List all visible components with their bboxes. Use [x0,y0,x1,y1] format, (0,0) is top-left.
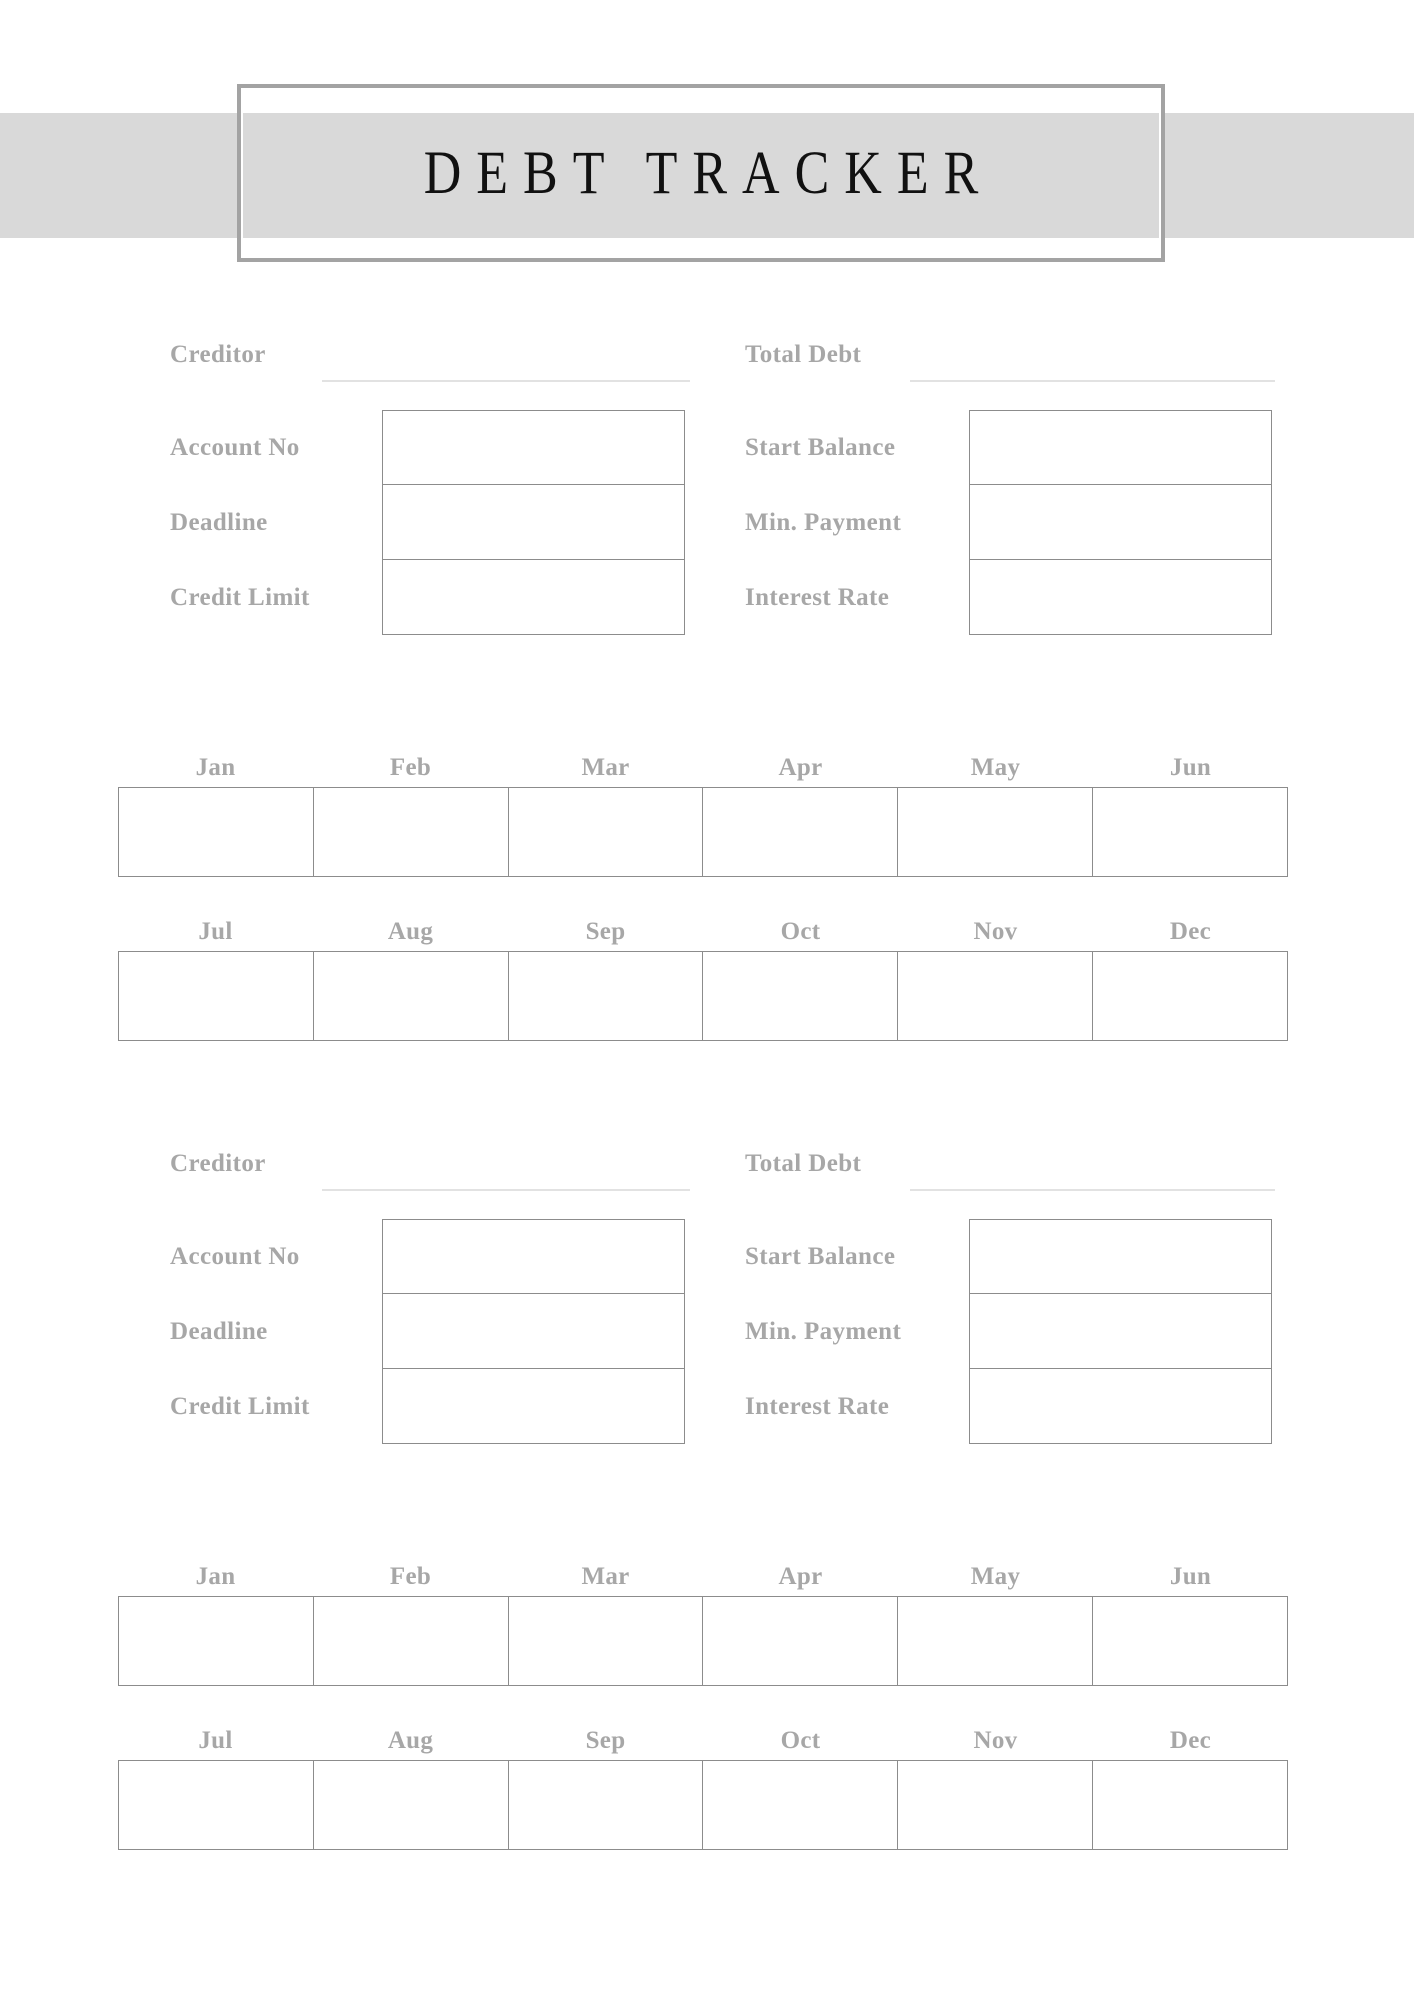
month-label-jun: Jun [1169,1563,1212,1590]
start-balance-input-2[interactable] [969,1219,1272,1294]
creditor-total-row-1 [0,340,1414,386]
month-cell-dec-2[interactable] [1093,1761,1287,1849]
min-payment-input-1[interactable] [969,485,1272,560]
month-grid-1 [118,753,1288,1041]
month-label-jun: Jun [1169,754,1212,781]
start-balance-label: Start Balance [745,1242,896,1270]
start-balance-label: Start Balance [745,433,896,461]
month-cell-nov-2[interactable] [898,1761,1093,1849]
interest-rate-label: Interest Rate [745,583,890,611]
month-label-feb: Feb [389,754,432,781]
month-cells-second-half-1 [118,951,1288,1041]
month-label-apr: Apr [778,754,823,781]
month-cells-first-half-2 [118,1596,1288,1686]
account-no-row-2 [170,1219,685,1294]
credit-limit-input-2[interactable] [382,1369,685,1444]
credit-limit-label: Credit Limit [170,1392,310,1420]
creditor-total-row-2 [0,1149,1414,1195]
month-label-dec: Dec [1169,918,1212,945]
month-label-feb: Feb [389,1563,432,1590]
month-grid-spacer [118,877,1288,917]
deadline-row-1 [170,485,685,560]
month-label-aug: Aug [387,1727,434,1754]
month-label-aug: Aug [387,918,434,945]
month-cell-sep-1[interactable] [509,952,704,1040]
month-label-jan: Jan [195,1563,236,1590]
min-payment-label: Min. Payment [745,508,902,536]
interest-rate-label: Interest Rate [745,1392,890,1420]
creditor-label: Creditor [170,341,266,368]
month-cell-apr-2[interactable] [703,1597,898,1685]
month-label-mar: Mar [581,1563,630,1590]
month-cell-dec-1[interactable] [1093,952,1287,1040]
min-payment-row-2 [745,1294,1272,1369]
month-cell-mar-2[interactable] [509,1597,704,1685]
account-no-row-1 [170,410,685,485]
min-payment-input-2[interactable] [969,1294,1272,1369]
month-label-dec: Dec [1169,1727,1212,1754]
total-debt-field-1[interactable] [745,340,1275,386]
deadline-label: Deadline [170,508,268,536]
month-label-sep: Sep [585,1727,626,1754]
account-no-label: Account No [170,1242,300,1270]
month-cell-may-1[interactable] [898,788,1093,876]
creditor-field-2[interactable] [170,1149,690,1195]
start-balance-row-2 [745,1219,1272,1294]
total-debt-field-2[interactable] [745,1149,1275,1195]
page-title: DEBT TRACKER [423,139,994,207]
month-label-oct: Oct [780,918,821,945]
month-cells-first-half-1 [118,787,1288,877]
month-cell-feb-2[interactable] [314,1597,509,1685]
month-cell-may-2[interactable] [898,1597,1093,1685]
deadline-input-2[interactable] [382,1294,685,1369]
month-labels-second-half-2 [118,1726,1288,1760]
month-cell-jan-1[interactable] [119,788,314,876]
interest-rate-input-2[interactable] [969,1369,1272,1444]
month-label-jan: Jan [195,754,236,781]
title-frame [237,84,1165,262]
interest-rate-row-2 [745,1369,1272,1444]
left-detail-boxes-2 [170,1219,685,1444]
deadline-label: Deadline [170,1317,268,1345]
creditor-field-1[interactable] [170,340,690,386]
month-cell-jul-1[interactable] [119,952,314,1040]
month-cell-oct-2[interactable] [703,1761,898,1849]
min-payment-row-1 [745,485,1272,560]
month-label-may: May [970,1563,1021,1590]
left-detail-boxes-1 [170,410,685,635]
month-grid-spacer [118,1686,1288,1726]
month-label-oct: Oct [780,1727,821,1754]
credit-limit-input-1[interactable] [382,560,685,635]
total-debt-label: Total Debt [745,1150,862,1177]
month-cells-second-half-2 [118,1760,1288,1850]
month-label-nov: Nov [973,918,1018,945]
account-no-input-1[interactable] [382,410,685,485]
month-cell-aug-1[interactable] [314,952,509,1040]
creditor-label: Creditor [170,1150,266,1177]
total-debt-input-rule[interactable] [910,1189,1275,1191]
month-labels-first-half-2 [118,1562,1288,1596]
deadline-input-1[interactable] [382,485,685,560]
deadline-row-2 [170,1294,685,1369]
creditor-input-rule[interactable] [322,380,690,382]
month-label-nov: Nov [973,1727,1018,1754]
month-cell-oct-1[interactable] [703,952,898,1040]
total-debt-label: Total Debt [745,341,862,368]
right-detail-boxes-2 [745,1219,1272,1444]
total-debt-input-rule[interactable] [910,380,1275,382]
month-label-may: May [970,754,1021,781]
month-label-jul: Jul [198,918,233,945]
month-cell-jan-2[interactable] [119,1597,314,1685]
month-labels-second-half-1 [118,917,1288,951]
credit-limit-row-1 [170,560,685,635]
month-label-mar: Mar [581,754,630,781]
start-balance-input-1[interactable] [969,410,1272,485]
account-no-input-2[interactable] [382,1219,685,1294]
month-cell-mar-1[interactable] [509,788,704,876]
month-grid-2 [118,1562,1288,1850]
account-no-label: Account No [170,433,300,461]
right-detail-boxes-1 [745,410,1272,635]
month-cell-nov-1[interactable] [898,952,1093,1040]
creditor-input-rule[interactable] [322,1189,690,1191]
month-cell-aug-2[interactable] [314,1761,509,1849]
month-cell-jul-2[interactable] [119,1761,314,1849]
page-header [0,0,1414,262]
month-cell-feb-1[interactable] [314,788,509,876]
month-label-sep: Sep [585,918,626,945]
month-cell-sep-2[interactable] [509,1761,704,1849]
min-payment-label: Min. Payment [745,1317,902,1345]
month-labels-first-half-1 [118,753,1288,787]
start-balance-row-1 [745,410,1272,485]
month-label-jul: Jul [198,1727,233,1754]
interest-rate-input-1[interactable] [969,560,1272,635]
month-cell-jun-1[interactable] [1093,788,1287,876]
credit-limit-label: Credit Limit [170,583,310,611]
month-cell-jun-2[interactable] [1093,1597,1287,1685]
month-cell-apr-1[interactable] [703,788,898,876]
interest-rate-row-1 [745,560,1272,635]
credit-limit-row-2 [170,1369,685,1444]
month-label-apr: Apr [778,1563,823,1590]
